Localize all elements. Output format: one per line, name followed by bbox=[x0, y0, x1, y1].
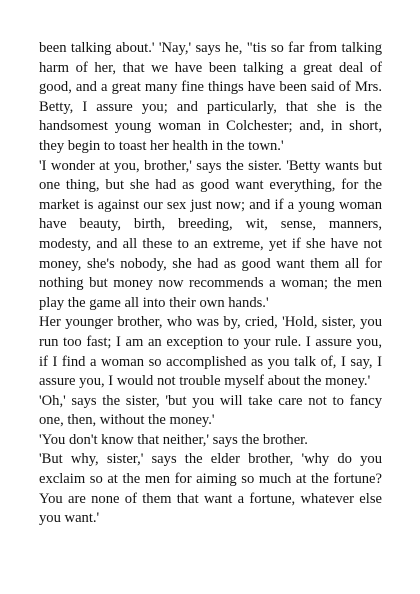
paragraph-2: 'I wonder at you, brother,' says the sister. 'Betty wants but one thing, but she had as good want everything, for the market is against our sex just now; and if a young woman have beauty, birth, breeding, wit, sense, manners, modesty, and all these to an extreme, yet if she have not money, she's nobody, she had as good want them all for nothing but money now recommends a woman; the men play the game all into their own hands.' bbox=[39, 157, 382, 311]
paragraph-1: been talking about.' 'Nay,' says he, "tis so far from talking harm of her, that we have been talking a great deal of good, and a great many fine things have been said of Mrs. Betty, I assure you; and particularly, that she is the handsomest young woman in Colchester; and, in short, they begin to toast her health in the town.' bbox=[39, 40, 382, 154]
paragraph-3: Her younger brother, who was by, cried, 'Hold, sister, you run too fast; I am an exception to your rule. I assure you, if I find a woman so accomplished as you talk of, I say, I assure you, I would not trouble myself about the money.' bbox=[39, 314, 382, 390]
paragraph-4: 'Oh,' says the sister, 'but you will take care not to fancy one, then, without the money.' bbox=[39, 392, 382, 429]
page-body bbox=[39, 39, 382, 529]
paragraph-6: 'But why, sister,' says the elder brother, 'why do you exclaim so at the men for aiming so much at the fortune? You are none of them that want a fortune, whatever else you want.' bbox=[39, 451, 382, 527]
paragraph-5: 'You don't know that neither,' says the brother. bbox=[39, 431, 308, 448]
